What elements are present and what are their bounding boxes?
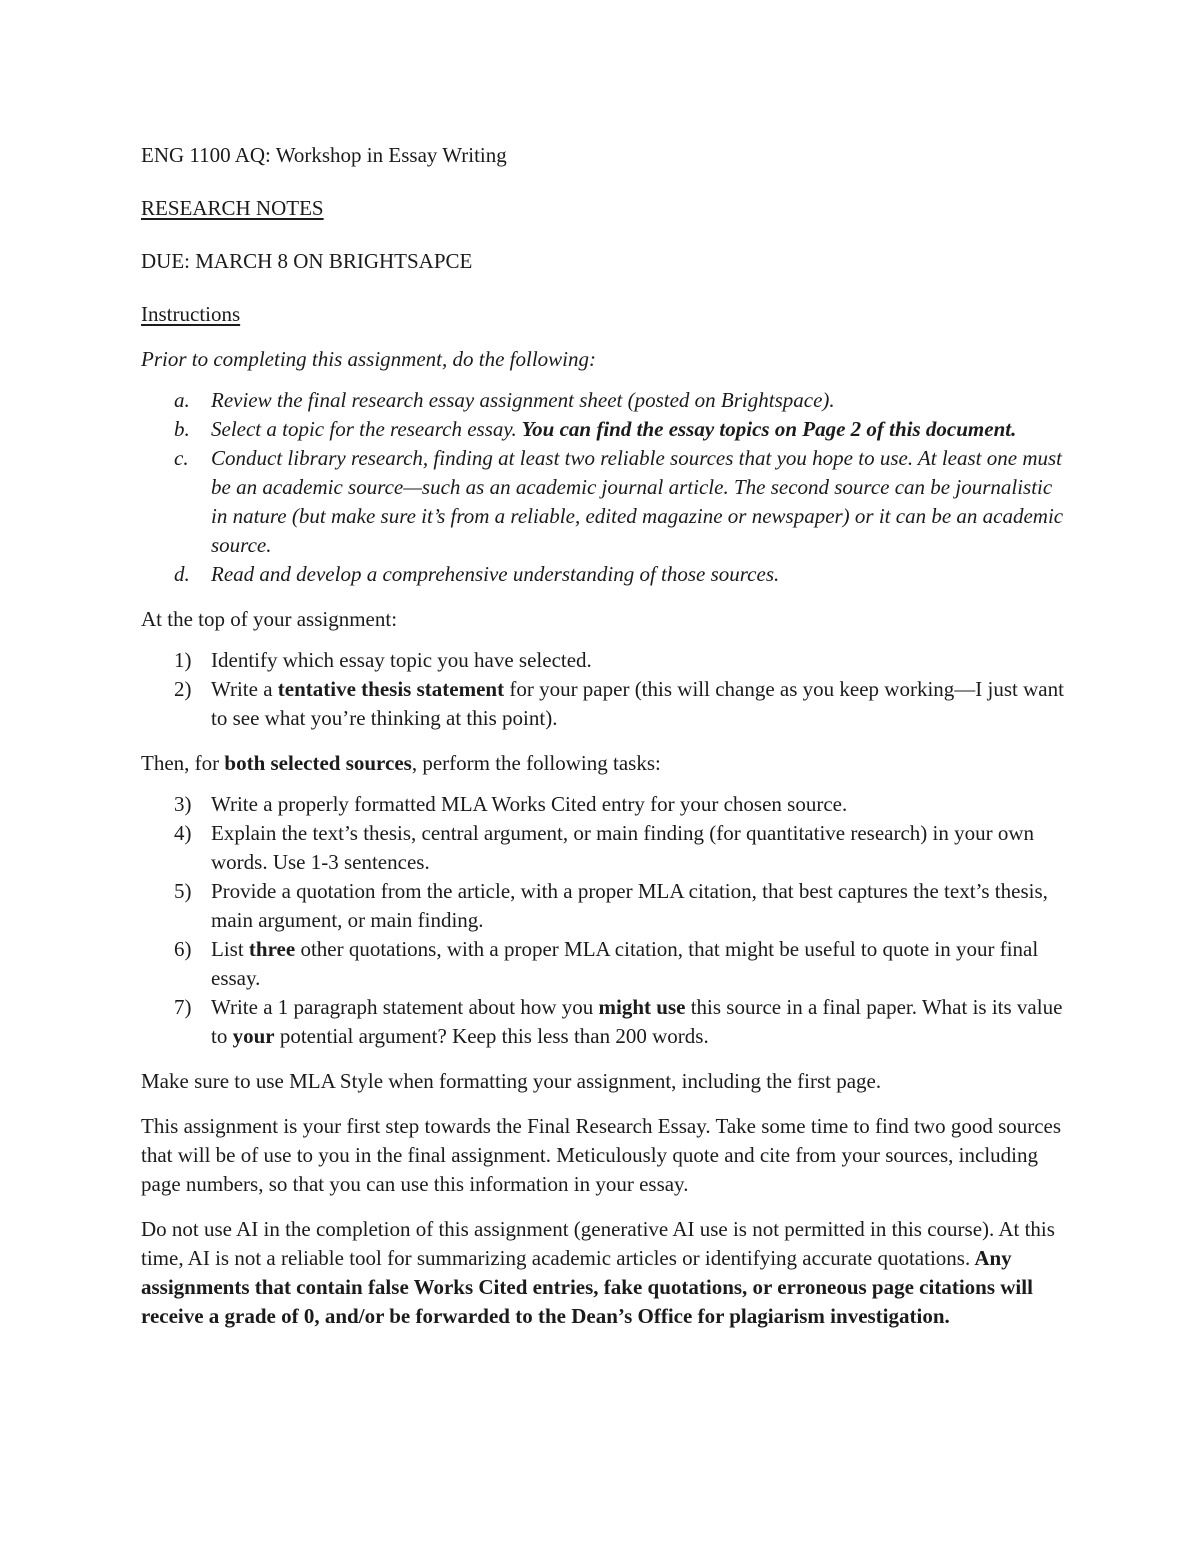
item-text: this source in a final paper. What is its value to — [211, 995, 1063, 1048]
sources-intro — [141, 749, 1066, 778]
item-text: for your paper (this will change as you keep working—I just want to see what you’re thinking at this point). — [211, 677, 1064, 730]
course-title: ENG 1100 AQ: Workshop in Essay Writing — [141, 143, 507, 167]
first-step-paragraph: This assignment is your first step towards the Final Research Essay. Take some time to find two good sources that will be of use to you in the final assignment. Meticulously quote and cite from your sources, including page numbers, so that you can use this information in your essay. — [141, 1114, 1062, 1196]
list-item — [141, 790, 1066, 819]
list-item — [141, 675, 1066, 733]
list-marker: a. — [174, 388, 190, 412]
step-text: Conduct library research, finding at least two reliable sources that you hope to use. At least one must be an academic source—such as an academic journal article. The second source can be journalistic in nature (but make sure it’s from a reliable, edited magazine or newspaper) or it can be an academic source. — [211, 446, 1064, 557]
instructions-heading: Instructions — [141, 302, 241, 326]
sources-intro-pre: Then, for — [141, 751, 225, 775]
mla-style-note: Make sure to use MLA Style when formatting your assignment, including the first page. — [141, 1069, 882, 1093]
item-bold-text: your — [232, 1024, 275, 1048]
list-marker: 1) — [174, 648, 192, 672]
item-text: Write a properly formatted MLA Works Cited entry for your chosen source. — [211, 792, 848, 816]
preparation-step — [141, 386, 1066, 415]
list-marker: 2) — [174, 677, 192, 701]
item-bold-text: might use — [598, 995, 686, 1019]
preparation-step — [141, 444, 1066, 560]
step-text: Select a topic for the research essay. — [211, 417, 517, 441]
list-marker: 5) — [174, 879, 192, 903]
item-text: Identify which essay topic you have selected. — [211, 648, 592, 672]
item-text: Write a 1 paragraph statement about how you — [211, 995, 599, 1019]
due-date: DUE: MARCH 8 ON BRIGHTSAPCE — [141, 249, 473, 273]
sources-intro-bold: both selected sources — [224, 751, 412, 775]
item-text: Provide a quotation from the article, with a proper MLA citation, that best captures the text’s thesis, main argument, or main finding. — [211, 879, 1048, 932]
list-item — [141, 993, 1066, 1051]
top-of-assignment-intro: At the top of your assignment: — [141, 607, 398, 631]
item-text: Explain the text’s thesis, central argument, or main finding (for quantitative research) in your own words. Use 1-3 sentences. — [211, 821, 1035, 874]
preparation-steps-list — [141, 386, 1066, 589]
list-marker: 7) — [174, 995, 192, 1019]
top-items-list — [141, 646, 1066, 733]
list-item — [141, 935, 1066, 993]
list-item — [141, 819, 1066, 877]
ai-policy-paragraph — [141, 1215, 1066, 1331]
assignment-title: RESEARCH NOTES — [141, 196, 324, 220]
list-marker: 4) — [174, 821, 192, 845]
list-marker: d. — [174, 562, 190, 586]
item-bold-text: three — [248, 937, 296, 961]
list-marker: c. — [174, 446, 189, 470]
ai-policy-text: Do not use AI in the completion of this assignment (generative AI use is not permitted in this course). At this time, AI is not a reliable tool for summarizing academic articles or identifying accurate quotations. — [141, 1217, 1055, 1270]
ai-policy-warning: Any assignments that contain false Works Cited entries, fake quotations, or erroneous page citations will receive a grade of 0, and/or be forwarded to the Dean’s Office for plagiarism investigation. — [141, 1246, 1033, 1328]
item-text: potential argument? Keep this less than 200 words. — [274, 1024, 709, 1048]
step-text: Read and develop a comprehensive understanding of those sources. — [211, 562, 780, 586]
item-text: List — [211, 937, 249, 961]
list-item — [141, 646, 1066, 675]
preparation-step — [141, 560, 1066, 589]
list-item — [141, 877, 1066, 935]
item-text: other quotations, with a proper MLA citation, that might be useful to quote in your final essay. — [211, 937, 1039, 990]
item-text: Write a — [211, 677, 278, 701]
list-marker: b. — [174, 417, 190, 441]
document-body — [141, 141, 1066, 1331]
step-text: Review the final research essay assignment sheet (posted on Brightspace). — [211, 388, 835, 412]
item-bold-text: tentative thesis statement — [277, 677, 505, 701]
step-bold-text: You can find the essay topics on Page 2 of this document. — [516, 417, 1017, 441]
list-marker: 3) — [174, 792, 192, 816]
preparation-step — [141, 415, 1066, 444]
list-marker: 6) — [174, 937, 192, 961]
sources-intro-post: , perform the following tasks: — [411, 751, 661, 775]
source-tasks-list — [141, 790, 1066, 1051]
instructions-intro: Prior to completing this assignment, do the following: — [141, 347, 596, 371]
